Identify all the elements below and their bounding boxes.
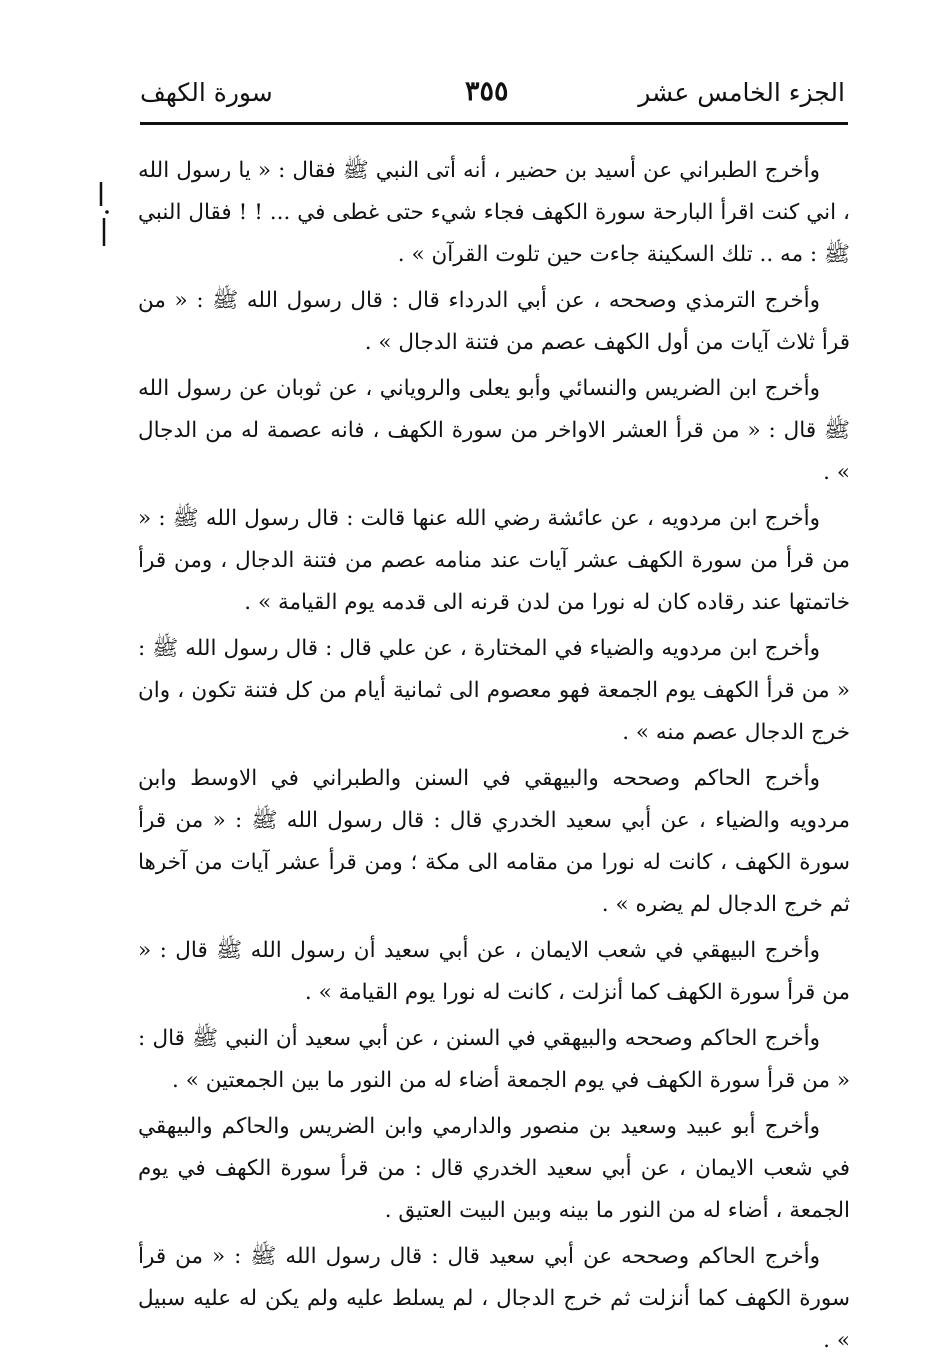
hadith-paragraph: وأخرج البيهقي في شعب الايمان ، عن أبي سعيد أن رسول الله ﷺ قال : « من قرأ سورة الكهف كما أنزلت ، كانت له نورا يوم القيامة » . bbox=[138, 938, 850, 1005]
hadith-paragraph: وأخرج الترمذي وصححه ، عن أبي الدرداء قال : قال رسول الله ﷺ : « من قرأ ثلاث آيات من أول الكهف عصم من فتنة الدجال » . bbox=[138, 288, 850, 355]
hadith-paragraph: وأخرج ابن الضريس والنسائي وأبو يعلى والروياني ، عن ثوبان عن رسول الله ﷺ قال : « من قرأ العشر الاواخر من سورة الكهف ، فانه عصمة له من الدجال » . bbox=[138, 376, 850, 485]
hadith-paragraph: وأخرج ابن مردويه والضياء في المختارة ، عن علي قال : قال رسول الله ﷺ : « من قرأ الكهف يوم الجمعة فهو معصوم الى ثمانية أيام من كل فتنة تكون ، وان خرج الدجال عصم منه » . bbox=[138, 636, 850, 745]
page-number: ٣٥٥ bbox=[465, 76, 509, 107]
page-body bbox=[138, 150, 850, 1366]
header-rule bbox=[140, 122, 848, 125]
margin-mark-icon bbox=[95, 180, 111, 250]
hadith-paragraph: وأخرج ابن مردويه ، عن عائشة رضي الله عنها قالت : قال رسول الله ﷺ : « من قرأ من سورة الكهف عشر آيات عند منامه عصم من فتنة الدجال ، ومن قرأ خاتمتها عند رقاده كان له نورا من لدن قرنه الى قدمه يوم القيامة » . bbox=[138, 506, 850, 615]
hadith-paragraph: وأخرج الحاكم وصححه عن أبي سعيد قال : قال رسول الله ﷺ : « من قرأ سورة الكهف كما أنزلت ثم خرج الدجال ، لم يسلط عليه ولم يكن له عليه سبيل » . bbox=[138, 1244, 850, 1353]
juz-title: الجزء الخامس عشر bbox=[638, 78, 845, 107]
hadith-paragraph: وأخرج الطبراني عن أسيد بن حضير ، أنه أتى النبي ﷺ فقال : « يا رسول الله ، اني كنت اقرأ البارحة سورة الكهف فجاء شيء حتى غطى في ... ! ! فقال النبي ﷺ : مه .. تلك السكينة جاءت حين تلوت القرآن » . bbox=[138, 158, 850, 267]
running-header bbox=[140, 72, 845, 122]
surah-title: سورة الكهف bbox=[140, 78, 273, 107]
hadith-paragraph: وأخرج أبو عبيد وسعيد بن منصور والدارمي وابن الضريس والحاكم والبيهقي في شعب الايمان ، عن أبي سعيد الخدري قال : من قرأ سورة الكهف في يوم الجمعة ، أضاء له من النور ما بينه وبين البيت العتيق . bbox=[138, 1114, 850, 1223]
hadith-paragraph: وأخرج الحاكم وصححه والبيهقي في السنن ، عن أبي سعيد أن النبي ﷺ قال : « من قرأ سورة الكهف في يوم الجمعة أضاء له من النور ما بين الجمعتين » . bbox=[138, 1026, 850, 1093]
hadith-paragraph: وأخرج الحاكم وصححه والبيهقي في السنن والطبراني في الاوسط وابن مردويه والضياء ، عن أبي سعيد الخدري قال : قال رسول الله ﷺ : « من قرأ سورة الكهف ، كانت له نورا من مقامه الى مكة ؛ ومن قرأ عشر آيات من آخرها ثم خرج الدجال لم يضره » . bbox=[138, 766, 850, 917]
